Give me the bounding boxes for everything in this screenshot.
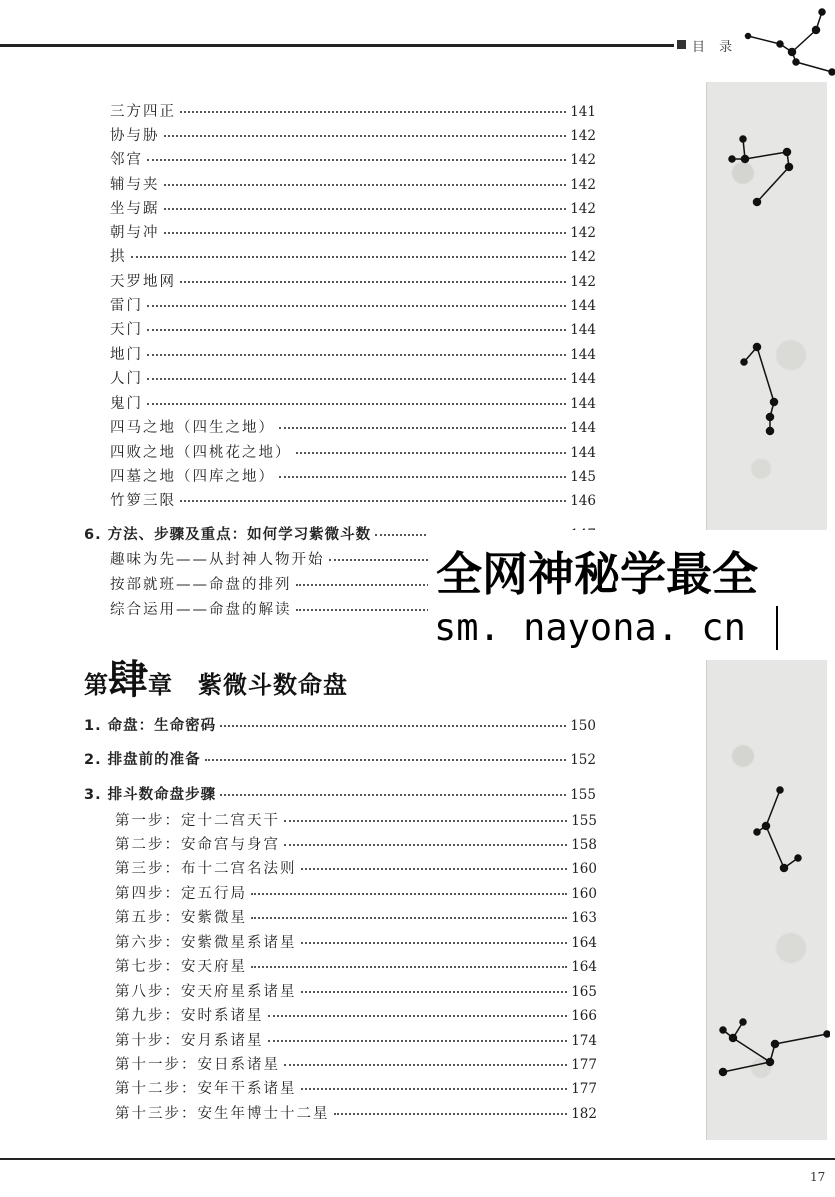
- header-marker: [677, 40, 686, 49]
- toc-step[interactable]: 第三步：布十二宫名法则 160: [115, 861, 597, 877]
- constellation-decoration: [742, 780, 812, 880]
- toc-entry[interactable]: 竹箩三限 146: [110, 493, 596, 509]
- toc-step[interactable]: 第六步：安紫微星系诸星 164: [115, 935, 597, 951]
- toc-step[interactable]: 第十三步：安生年博士十二星 182: [115, 1106, 597, 1122]
- toc-section[interactable]: 2. 排盘前的准备 152: [84, 752, 596, 768]
- page-number: 17: [810, 1170, 826, 1184]
- toc-entry[interactable]: 朝与冲 142: [110, 225, 596, 241]
- toc-entry[interactable]: 天门 144: [110, 322, 596, 338]
- chapter-heading: 第 肆 章 紫微斗数命盘: [84, 656, 348, 703]
- toc-step[interactable]: 第一步：定十二宫天干 155: [115, 813, 597, 829]
- constellation-decoration: [717, 127, 817, 207]
- toc-entry[interactable]: 按部就班——命盘的排列: [110, 576, 596, 594]
- toc-entry[interactable]: 坐与踞 142: [110, 201, 596, 217]
- side-decoration-band: [706, 82, 827, 537]
- toc-step[interactable]: 第八步：安天府星系诸星 165: [115, 984, 597, 1000]
- toc-section[interactable]: 3. 排斗数命盘步骤 155: [84, 787, 596, 803]
- toc-entry[interactable]: 辅与夹 142: [110, 177, 596, 193]
- text-cursor: [776, 606, 778, 650]
- toc-entry[interactable]: 四马之地（四生之地） 144: [110, 420, 596, 436]
- side-decoration-band: [706, 660, 827, 1140]
- header-rule: [0, 44, 674, 47]
- toc-entry[interactable]: 人门 144: [110, 371, 596, 387]
- constellation-decoration: [732, 337, 792, 437]
- toc-entry[interactable]: 天罗地网 142: [110, 274, 596, 290]
- toc-entry[interactable]: 鬼门 144: [110, 396, 596, 412]
- toc-entry[interactable]: 地门 144: [110, 347, 596, 363]
- constellation-decoration-top: [740, 0, 835, 80]
- toc-step[interactable]: 第九步：安时系诸星 166: [115, 1008, 597, 1024]
- toc-step[interactable]: 第五步：安紫微星 163: [115, 910, 597, 926]
- toc-entry[interactable]: 趣味为先——从封神人物开始: [110, 551, 596, 569]
- toc-section[interactable]: 1. 命盘：生命密码 150: [84, 718, 596, 734]
- toc-entry[interactable]: 综合运用——命盘的解读: [110, 601, 596, 619]
- watermark-url: sm. nayona. cn: [434, 606, 746, 649]
- toc-entry[interactable]: 拱 142: [110, 249, 596, 265]
- toc-entry[interactable]: 协与胁 142: [110, 128, 596, 144]
- watermark-overlay: [428, 530, 835, 660]
- toc-step[interactable]: 第七步：安天府星 164: [115, 959, 597, 975]
- toc-entry[interactable]: 四败之地（四桃花之地） 144: [110, 445, 596, 461]
- toc-entry[interactable]: 邻宫 142: [110, 152, 596, 168]
- chapter-title: 紫微斗数命盘: [198, 670, 348, 699]
- section-label: 目 录: [692, 40, 738, 55]
- toc-entry[interactable]: 四墓之地（四库之地） 145: [110, 469, 596, 485]
- constellation-decoration: [715, 1012, 830, 1092]
- footer-rule: [0, 1158, 835, 1160]
- toc-step[interactable]: 第四步：定五行局 160: [115, 886, 597, 902]
- toc-section-6[interactable]: 6. 方法、步骤及重点：如何学习紫微斗数: [84, 526, 596, 544]
- toc-step[interactable]: 第十二步：安年干系诸星 177: [115, 1081, 597, 1097]
- toc-entry[interactable]: 三方四正 141: [110, 104, 596, 120]
- toc-step[interactable]: 第二步：安命宫与身宫 158: [115, 837, 597, 853]
- watermark-text: 全网神秘学最全: [436, 547, 758, 601]
- toc-entry[interactable]: 雷门 144: [110, 298, 596, 314]
- toc-step[interactable]: 第十一步：安日系诸星 177: [115, 1057, 597, 1073]
- toc-step[interactable]: 第十步：安月系诸星 174: [115, 1033, 597, 1049]
